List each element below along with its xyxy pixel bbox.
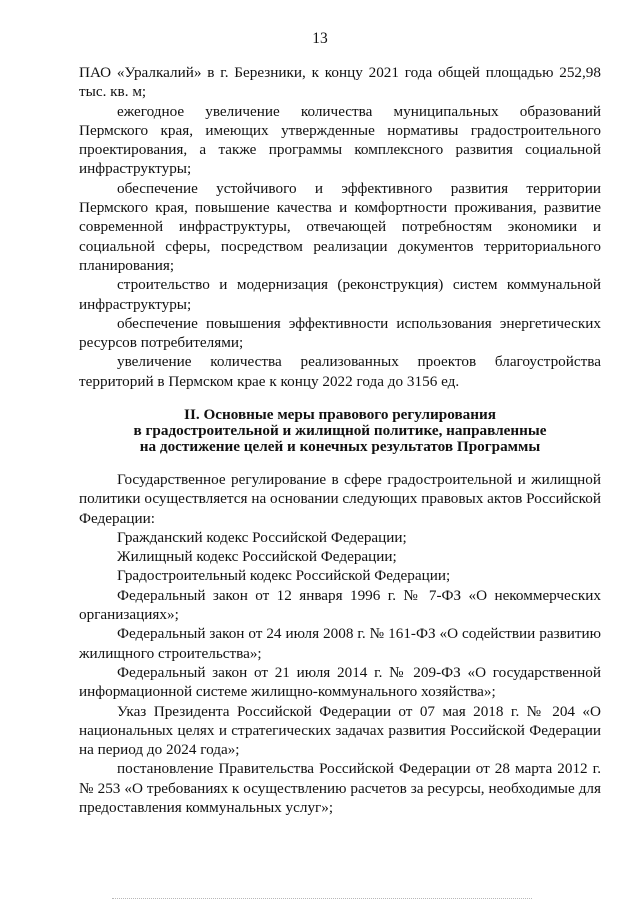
legal-act-item: Федеральный закон от 21 июля 2014 г. № 209-ФЗ «О государственной информационной системе жилищно-коммунального хозяйства»; [79,663,601,701]
intro-text [79,63,601,391]
legal-act-item: Федеральный закон от 24 июля 2008 г. № 161-ФЗ «О содействии развитию жилищного строительства»; [79,625,601,662]
legal-act-item: Гражданский кодекс Российской Федерации; [117,528,407,546]
paragraph-continuation: ПАО «Уралкалий» в г. Березники, к концу 2021 года общей площадью 252,98 тыс. кв. м; [79,64,601,101]
paragraph-item: обеспечение устойчивого и эффективного развития территории Пермского края, повышение качества и комфортности проживания, развитие современной инфраструктуры, отвечающей потребностям экономики и социальной сферы, посредством реализации документов территориального планирования; [79,179,601,274]
paragraph-item: увеличение количества реализованных проектов благоустройства территорий в Пермском крае к концу 2022 года до 3156 ед. [79,353,601,390]
section-heading-line: II. Основные меры правового регулирования [184,406,496,423]
paragraph-item: ежегодное увеличение количества муниципальных образований Пермского края, имеющих утвержденные нормативы градостроительного проектирования, а также программы комплексного развития социальной инфраструктуры; [79,102,601,178]
paragraph-item: Государственное регулирование в сфере градостроительной и жилищной политики осуществляется на основании следующих правовых актов Российской Федерации: [79,471,601,527]
legal-act-item: Федеральный закон от 12 января 1996 г. № 7-ФЗ «О некоммерческих организациях»; [79,586,601,624]
legal-act-item: Жилищный кодекс Российской Федерации; [117,548,397,566]
section-body [79,470,601,817]
legal-act-item: постановление Правительства Российской Федерации от 28 марта 2012 г. № 253 «О требованиях к осуществлению расчетов за ресурсы, необходимые для предоставления коммунальных услуг»; [79,760,601,817]
scan-edge-dots [112,896,532,899]
paragraph-item: строительство и модернизация (реконструкция) систем коммунальной инфраструктуры; [79,276,601,313]
legal-act-item: Градостроительный кодекс Российской Федерации; [117,567,451,585]
section-heading [79,407,601,456]
page-number: 13 [312,30,328,47]
section-heading-line: на достижение целей и конечных результатов Программы [139,438,541,456]
section-heading-line: в градостроительной и жилищной политике, направленные [133,422,547,440]
legal-act-item: Указ Президента Российской Федерации от 07 мая 2018 г. № 204 «О национальных целях и стратегических задачах развития Российской Федерации на период до 2024 года»; [79,702,601,759]
paragraph-item: обеспечение повышения эффективности использования энергетических ресурсов потребителями; [79,314,601,352]
